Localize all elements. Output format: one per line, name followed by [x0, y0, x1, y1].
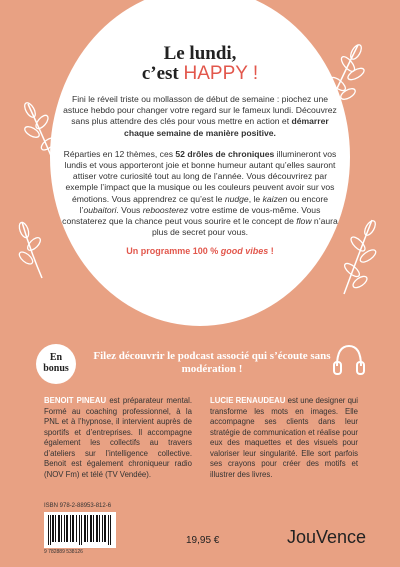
- title-prefix: c’est: [141, 63, 184, 84]
- tagline-italic: good vibes: [220, 246, 269, 257]
- bio-author: [44, 396, 192, 480]
- desc-italic: kaizen: [262, 193, 288, 204]
- description-paragraph: [60, 149, 340, 239]
- leaf-branch-icon: [20, 100, 60, 160]
- desc-text: votre estime de vous-même. Vous constaterez que la chance peut vous sourire et le concept de: [62, 204, 321, 227]
- desc-italic: reboosterez: [142, 204, 189, 215]
- back-cover-text: [60, 44, 340, 256]
- desc-text: . Vous: [116, 204, 143, 215]
- isbn: ISBN 978-2-88953-812-6: [44, 503, 112, 509]
- title-line-1: Le lundi,: [163, 43, 237, 64]
- desc-italic: nudge: [224, 193, 249, 204]
- desc-text: Réparties en 12 thèmes, ces: [63, 148, 176, 159]
- author-bio-text: est préparateur mental. Formé au coaching professionnel, à la PNL et à l’hypnose, il intervient auprès de sportifs et d’entreprises. Il accompagne également les collectifs au travers d’ateliers sur l’intelligence collective. Benoit est également chroniqueur radio (NOV Fm) et télé (TV Vendée).: [44, 396, 192, 479]
- publisher-logo: JouVence: [287, 527, 367, 547]
- bonus-badge: [36, 344, 76, 384]
- title-line-2: [60, 64, 340, 84]
- desc-italic: flow: [296, 216, 312, 227]
- desc-text: illumineront vos lundis et vous apporteront joie et bonne humeur autant qu’elles sauront attiser votre curiosité tout au long de l’année. Vous découvrirez par exemple l’impact que la musique ou les couleurs peuvent avoir sur vos émotions. Vous apprendrez ce qu’est le: [64, 148, 337, 204]
- badge-line-2: bonus: [43, 363, 69, 374]
- leaf-branch-icon: [336, 216, 380, 296]
- desc-text: , le: [248, 193, 263, 204]
- title-happy: HAPPY !: [183, 63, 259, 84]
- intro-bold: démarrer chaque semaine de manière positive.: [124, 116, 329, 138]
- leaf-branch-icon: [12, 220, 52, 280]
- bio-illustrator: [210, 396, 358, 480]
- desc-text: ou encore l’: [79, 193, 329, 215]
- headphones-icon: [332, 340, 366, 380]
- barcode: [44, 512, 116, 548]
- tagline: [60, 246, 340, 256]
- bonus-section: [36, 344, 366, 384]
- illustrator-bio-text: est une designer qui transforme les mots en images. Elle accompagne ses clients dans leur stratégie de communication et réalise pour eux des maquettes et des visuels pour valoriser leur singularité. Elle sort parfois ses crayons pour créer des motifs et illustrer des livres.: [210, 396, 358, 479]
- tagline-text: Un programme 100 %: [126, 246, 221, 257]
- desc-text: n’aura plus de secret pour vous.: [151, 216, 338, 238]
- illustrator-name: LUCIE RENAUDEAU: [210, 396, 286, 405]
- intro-paragraph: [60, 94, 340, 139]
- tagline-end: !: [268, 246, 274, 257]
- book-title: [60, 44, 340, 84]
- podcast-text: Filez découvrir le podcast associé qui s’écoute sans modération !: [93, 350, 331, 375]
- intro-text: Fini le réveil triste ou mollasson de début de semaine : piochez une astuce hebdo pour changer votre regard sur le fameux lundi. Découvrez sans plus attendre des clés pour vous mettre en action et: [63, 94, 337, 127]
- author-name: BENOIT PINEAU: [44, 396, 107, 405]
- desc-bold: 52 drôles de chroniques: [175, 148, 275, 159]
- price: 19,95 €: [186, 535, 220, 546]
- desc-italic: oubaitori: [83, 204, 117, 215]
- badge-line-1: En: [49, 352, 63, 363]
- barcode-digits: 9 782889 538126: [44, 549, 83, 555]
